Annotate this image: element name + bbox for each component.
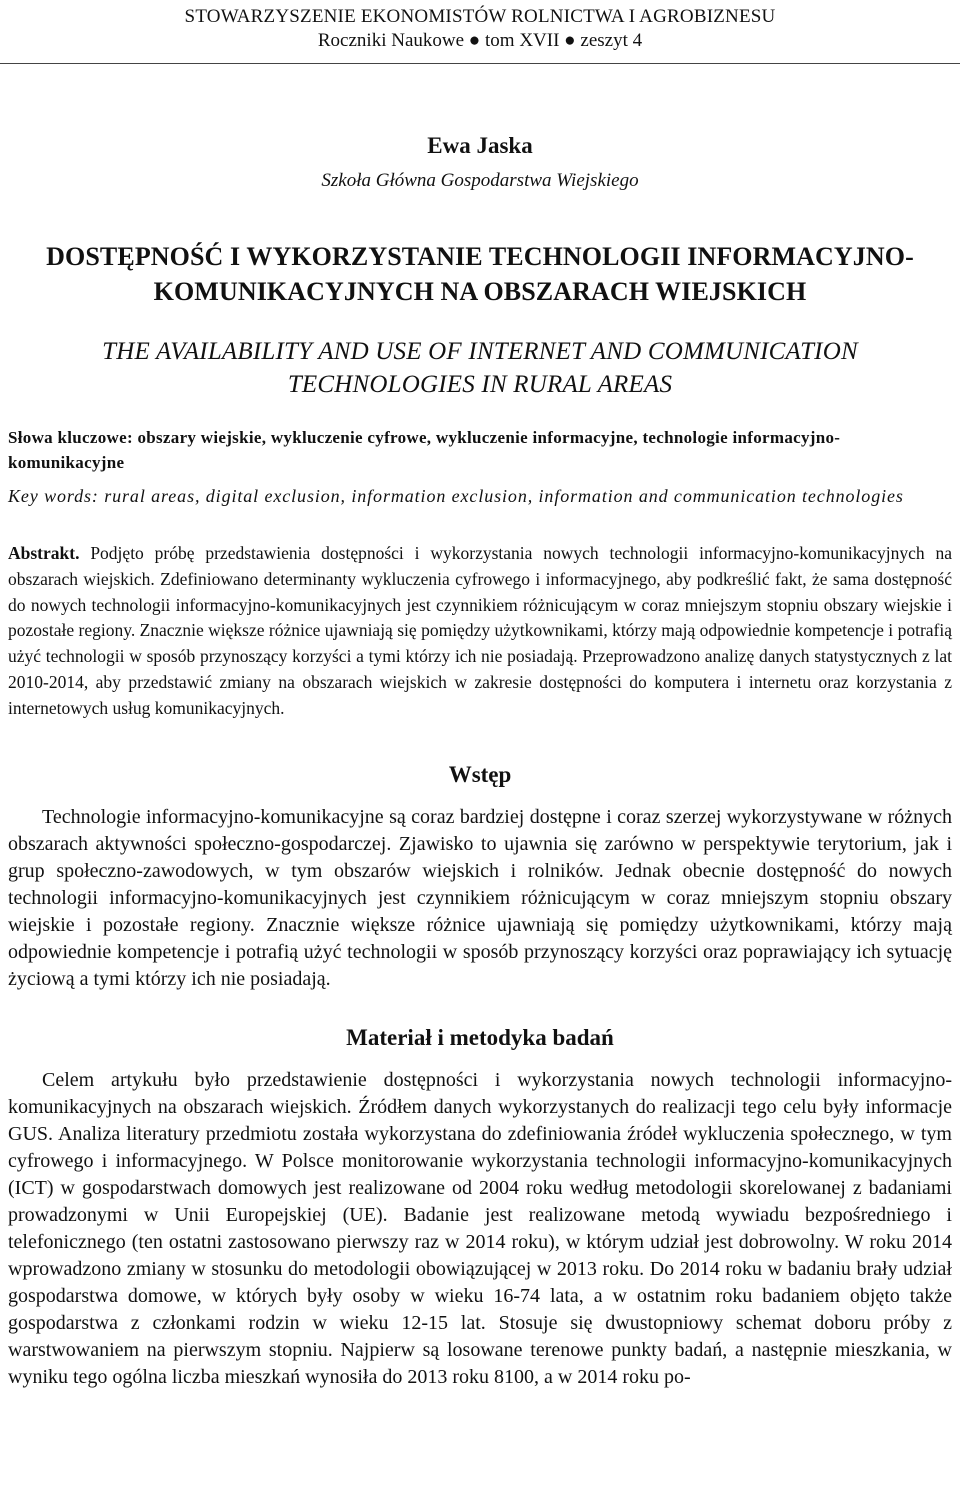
society-name: STOWARZYSZENIE EKONOMISTÓW ROLNICTWA I AGROBIZNESU	[184, 6, 776, 27]
author-block	[0, 131, 960, 195]
keywords-english: Key words: rural areas, digital exclusion, information exclusion, information and communication technologies	[8, 486, 904, 506]
title-english-line-2: TECHNOLOGIES IN RURAL AREAS	[287, 371, 673, 398]
section-heading-intro: Wstęp	[448, 761, 512, 787]
abstract-text: Podjęto próbę przedstawienia dostępności i wykorzystania nowych technologii informacyjno-komunikacyjnych na obszarach wiejskich. Zdefiniowano determinanty wykluczenia cyfrowego i informacyjnego, aby podkreślić fakt, że sama dostępność do nowych technologii informacyjno-komunikacyjnych jest czynnikiem różnicującym w coraz mniejszym stopniu obszary wiejskie i pozostałe regiony. Znacznie większe różnice ujawniają się pomiędzy użytkownikami, którzy mają odpowiednie kompetencje i potrafią użyć technologii w sposób przynoszący korzyści a tymi którzy ich nie posiadają. Przeprowadzono analizę danych statystycznych z lat 2010-2014, aby przedstawić zmiany na obszarach wiejskich w zakresie dostępności do komputera i internetu oraz korzystania z internetowych usług komunikacyjnych.	[8, 543, 952, 718]
journal-header	[0, 0, 960, 53]
title-polish-line-2: KOMUNIKACYJNYCH NA OBSZARACH WIEJSKICH	[153, 277, 807, 306]
journal-info: Roczniki Naukowe ● tom XVII ● zeszyt 4	[317, 30, 643, 51]
section-heading-methods: Materiał i metodyka badań	[346, 1024, 614, 1050]
title-polish-line-1: DOSTĘPNOŚĆ I WYKORZYSTANIE TECHNOLOGII INFORMACYJNO-	[46, 242, 914, 271]
abstract-label: Abstrakt.	[8, 543, 80, 563]
header-divider	[0, 63, 960, 64]
title-english-line-1: THE AVAILABILITY AND USE OF INTERNET AND COMMUNICATION	[102, 338, 858, 365]
author-name: Ewa Jaska	[427, 133, 533, 158]
author-affiliation: Szkoła Główna Gospodarstwa Wiejskiego	[321, 170, 639, 191]
title-polish	[0, 239, 960, 309]
abstract	[8, 541, 952, 722]
title-english	[0, 335, 960, 401]
section-text-methods: Celem artykułu było przedstawienie dostępności i wykorzystania nowych technologii informacyjno-komunikacyjnych na obszarach wiejskich. Źródłem danych wykorzystanych do realizacji tego celu były informacje GUS. Analiza literatury przedmiotu została wykorzystana do zdefiniowania źródeł wykluczenia społecznego, w tym cyfrowego i informacyjnego. W Polsce monitorowanie wykorzystania technologii informacyjno-komunikacyjnych (ICT) w gospodarstwach domowych jest realizowane od 2004 roku według metodologii skorelowanej z badaniami prowadzonymi w Unii Europejskiej (UE). Badanie jest realizowane metodą wywiadu bezpośredniego i telefonicznego (ten ostatni zastosowano pierwszy raz w 2014 roku), w którym udział jest dobrowolny. W roku 2014 wprowadzono zmiany w stosunku do metodologii obowiązującej w 2013 roku. Do 2014 roku w badaniu brały udział gospodarstwa domowe, w których były osoby w wieku 16-74 lata, a w ostatnim roku badaniem objęto także gospodarstwa z członkami rodzin w wieku 12-15 lat. Stosuje się dwustopniowy schemat doboru próby z warstwowaniem na pierwszym stopniu. Najpierw są losowane terenowe punkty badań, a następnie mieszkania, w wyniku tego ogólna liczba mieszkań wynosiła do 2013 roku 8100, a w 2014 roku po-	[8, 1068, 952, 1388]
section-text-intro: Technologie informacyjno-komunikacyjne są coraz bardziej dostępne i coraz szerzej wykorzystywane w różnych obszarach aktywności społeczno-gospodarczej. Zjawisko to ujawnia się zarówno w perspektywie terytorium, jak i grup społeczno-zawodowych, w tym obszarów wiejskich i rolników. Jednak obecnie dostępność do nowych technologii informacyjno-komunikacyjnych jest czynnikiem różnicującym w coraz mniejszym stopniu obszary wiejskie i pozostałe regiony. Znacznie większe różnice ujawniają się pomiędzy użytkownikami, którzy mają odpowiednie kompetencje i potrafią użyć technologii w sposób przynoszący korzyści oraz poprawiający ich sytuację życiową a tymi którzy ich nie posiadają.	[8, 805, 952, 990]
keywords-polish: Słowa kluczowe: obszary wiejskie, wykluczenie cyfrowe, wykluczenie informacyjne, technologie informacyjno-komunikacyjne	[8, 428, 841, 472]
